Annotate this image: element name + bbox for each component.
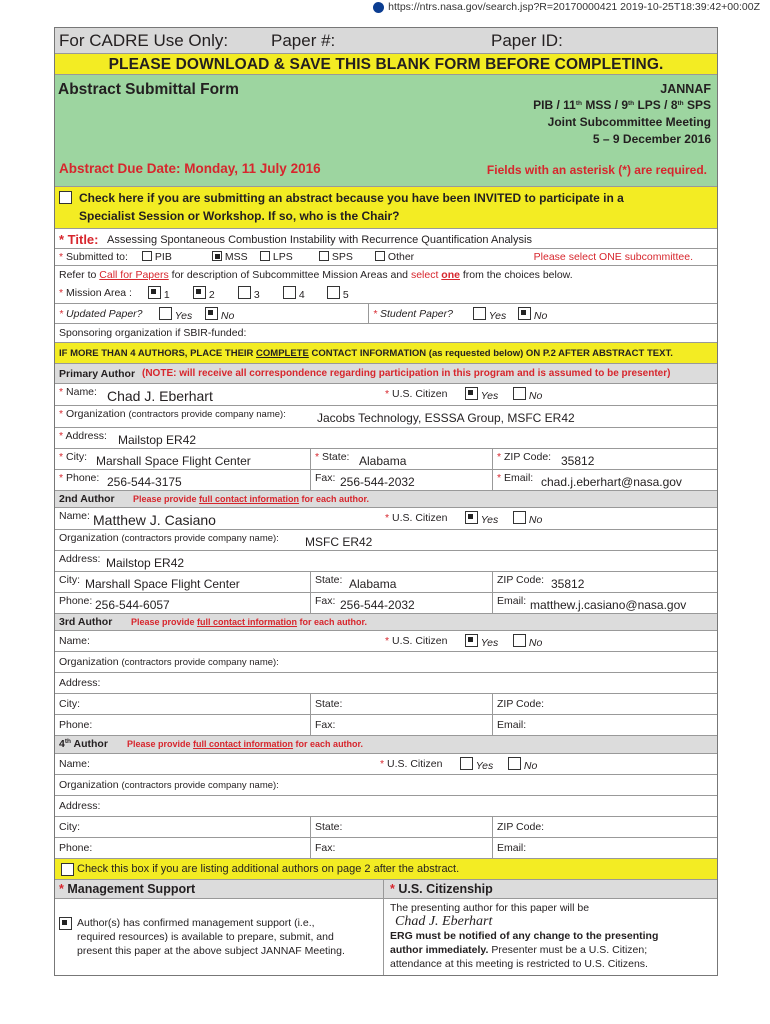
primary-author-header <box>55 364 717 384</box>
mss-checkbox[interactable] <box>212 251 222 261</box>
mission-4-label: 4 <box>298 289 305 301</box>
meeting-type: Joint Subcommittee Meeting <box>547 115 711 129</box>
primary-city-label: City: <box>66 451 88 463</box>
student-paper-label: Student Paper? <box>380 308 453 320</box>
primary-citizen-yes-label: Yes <box>480 390 499 402</box>
author4-address-label: Address: <box>59 800 101 812</box>
author2-citizen-yes-checkbox[interactable] <box>465 511 478 524</box>
author3-zip-label: ZIP Code: <box>497 698 545 710</box>
primary-address-label: Address: <box>65 430 107 442</box>
author2-address-value[interactable]: Mailstop ER42 <box>106 556 185 570</box>
author2-phone-label: Phone: <box>59 595 93 607</box>
primary-phone-row: * Phone: 256-544-3175 Fax: 256-544-2032 * Email: chad.j.eberhart@nasa.gov <box>55 470 717 491</box>
primary-author-heading: Primary Author <box>59 368 136 380</box>
primary-org-label: Organization <box>66 408 126 420</box>
sps-label: SPS <box>331 251 353 263</box>
refer-text: Refer to Call for Papers for description of Subcommittee Mission Areas and select one from the choices below. <box>59 269 573 281</box>
nasa-logo-icon <box>373 2 384 13</box>
author2-header <box>55 491 717 508</box>
author4-name-row: Name: * U.S. Citizen Yes No <box>55 754 717 775</box>
cadre-label: For CADRE Use Only: <box>59 31 229 50</box>
author3-phone-label: Phone: <box>59 719 93 731</box>
invited-row <box>55 187 717 229</box>
primary-email-value[interactable]: chad.j.eberhart@nasa.gov <box>541 475 682 489</box>
author2-state-value[interactable]: Alabama <box>349 577 397 591</box>
author4-state-label: State: <box>315 821 343 833</box>
pib-checkbox[interactable] <box>142 251 152 261</box>
lps-checkbox[interactable] <box>260 251 270 261</box>
sps-checkbox[interactable] <box>319 251 329 261</box>
meeting-dates: 5 – 9 December 2016 <box>592 132 711 146</box>
author3-email-label: Email: <box>497 719 527 731</box>
author2-org-label: Organization <box>59 532 119 544</box>
mission-area-row: Refer to Call for Papers for description of Subcommittee Mission Areas and select one from the choices below. * Mission Area : 1 2 3 4 5 <box>55 266 717 304</box>
primary-org-value[interactable]: Jacobs Technology, ESSSA Group, MSFC ER42 <box>317 411 575 425</box>
citizenship-line3b: Presenter must be a U.S. Citizen; <box>488 944 648 956</box>
management-line1: Author(s) has confirmed management support (i.e., <box>77 917 315 929</box>
author2-city-row <box>55 572 717 593</box>
four-authors-notice: IF MORE THAN 4 AUTHORS, PLACE THEIR COMPLETE CONTACT INFORMATION (as requested below) ON P.2 AFTER ABSTRACT TEXT. <box>55 343 717 364</box>
submitted-label: Submitted to: <box>66 251 128 263</box>
author4-org-row: Organization (contractors provide company name): <box>55 775 717 796</box>
author2-email-label: Email: <box>497 595 527 607</box>
author2-address-row <box>55 551 717 572</box>
mission-3-label: 3 <box>253 289 260 301</box>
sbir-label: Sponsoring organization if SBIR-funded: <box>59 327 247 339</box>
author3-citizen-no-label: No <box>528 637 543 649</box>
presenter-name[interactable]: Chad J. Eberhart <box>395 914 493 929</box>
primary-email-label: Email: <box>504 472 534 484</box>
updated-paper-label: Updated Paper? <box>66 308 143 320</box>
author4-citizen-label: U.S. Citizen <box>387 758 443 770</box>
updated-yes-checkbox[interactable] <box>159 307 172 320</box>
student-yes-checkbox[interactable] <box>473 307 486 320</box>
additional-authors-label: Check this box if you are listing additional authors on page 2 after the abstract. <box>77 863 460 875</box>
primary-phone-value[interactable]: 256-544-3175 <box>107 475 182 489</box>
support-citizenship-block: * Management Support * U.S. Citizenship Author(s) has confirmed management support (i.e., required resources) is available to prepare, submit, and present this paper at the above subject JANNAF Meeting. The presenting author for this paper will be Chad J. Eberhart ERG must be notified of any change to the presenting author immediately. Presenter must be a U.S. Citizen; attendance at this meeting is restricted to U.S. Citizens. <box>55 880 717 975</box>
abstract-form <box>54 27 718 976</box>
author4-heading: 4th Author <box>59 738 108 750</box>
mission-area-label: Mission Area : <box>66 287 132 299</box>
meeting-subcommittees: PIB / 11th MSS / 9th LPS / 8th SPS <box>533 98 711 112</box>
primary-citizen-no-label: No <box>528 390 543 402</box>
author2-fax-label: Fax: <box>315 595 336 607</box>
student-yes-label: Yes <box>488 310 507 322</box>
author3-org-row: Organization (contractors provide company name): <box>55 652 717 673</box>
author3-heading: 3rd Author <box>59 616 113 628</box>
author2-heading: 2nd Author <box>59 493 115 505</box>
author4-name-label: Name: <box>59 758 90 770</box>
management-support-checkbox[interactable] <box>59 917 72 930</box>
author2-state-label: State: <box>315 574 343 586</box>
student-no-checkbox[interactable] <box>518 307 531 320</box>
author3-phone-row <box>55 715 717 736</box>
management-line2: required resources) is available to prepare, submit, and <box>77 931 334 943</box>
author2-name-value[interactable]: Matthew J. Casiano <box>93 512 216 528</box>
author2-phone-value[interactable]: 256-544-6057 <box>95 598 170 612</box>
citizenship-heading: U.S. Citizenship <box>398 882 493 896</box>
stamp-text: https://ntrs.nasa.gov/search.jsp?R=20170000421 2019-10-25T18:39:42+00:00Z <box>388 1 760 13</box>
title-label: Title: <box>67 232 99 247</box>
paper-id-label: Paper ID: <box>491 31 563 50</box>
author3-name-row: Name: * U.S. Citizen Yes No <box>55 631 717 652</box>
mission-2-label: 2 <box>208 289 215 301</box>
other-checkbox[interactable] <box>375 251 385 261</box>
mission-1-label: 1 <box>163 289 170 301</box>
primary-citizen-no-checkbox[interactable] <box>513 387 526 400</box>
student-no-label: No <box>533 310 548 322</box>
author2-name-row: Name: Matthew J. Casiano * U.S. Citizen Yes No <box>55 508 717 530</box>
invited-line2: Specialist Session or Workshop. If so, who is the Chair? <box>79 209 400 223</box>
mission-3-checkbox[interactable] <box>238 286 251 299</box>
author3-name-label: Name: <box>59 635 90 647</box>
author3-citizen-label: U.S. Citizen <box>392 635 448 647</box>
primary-citizen-yes-checkbox[interactable] <box>465 387 478 400</box>
paper-number-label: Paper #: <box>271 31 336 50</box>
author2-citizen-no-checkbox[interactable] <box>513 511 526 524</box>
author2-email-value[interactable]: matthew.j.casiano@nasa.gov <box>530 598 687 612</box>
author2-address-label: Address: <box>59 553 101 565</box>
author4-phone-row <box>55 838 717 859</box>
citizenship-line4: attendance at this meeting is restricted to U.S. Citizens. <box>390 958 648 970</box>
author3-header <box>55 614 717 631</box>
author4-fax-label: Fax: <box>315 842 336 854</box>
author4-city-row <box>55 817 717 838</box>
sbir-row <box>55 324 717 343</box>
download-notice: PLEASE DOWNLOAD & SAVE THIS BLANK FORM BEFORE COMPLETING. <box>55 54 717 75</box>
due-date: Abstract Due Date: Monday, 11 July 2016 <box>59 161 321 176</box>
required-note: Fields with an asterisk (*) are required. <box>486 163 707 177</box>
primary-address-value[interactable]: Mailstop ER42 <box>118 433 197 447</box>
call-for-papers-link[interactable]: Call for Papers <box>99 269 169 281</box>
management-line3: present this paper at the above subject JANNAF Meeting. <box>77 945 345 957</box>
citizenship-line2: ERG must be notified of any change to the presenting <box>390 930 659 942</box>
author4-address-row <box>55 796 717 817</box>
author2-org-value[interactable]: MSFC ER42 <box>305 535 373 549</box>
author3-note: Please provide full contact information for each author. <box>131 617 368 627</box>
updated-yes-label: Yes <box>174 310 193 322</box>
ntrs-stamp <box>373 1 760 13</box>
cadre-header <box>55 28 717 54</box>
author3-citizen-no-checkbox[interactable] <box>513 634 526 647</box>
author2-org-row: Organization (contractors provide company name): MSFC ER42 <box>55 530 717 551</box>
citizenship-line1: The presenting author for this paper will be <box>390 902 590 914</box>
author4-phone-label: Phone: <box>59 842 93 854</box>
author3-address-label: Address: <box>59 677 101 689</box>
primary-address-row: * Address: Mailstop ER42 <box>55 428 717 449</box>
paper-status-row: * Updated Paper? Yes No * Student Paper? Yes No <box>55 304 717 324</box>
author3-city-row <box>55 694 717 715</box>
primary-name-value[interactable]: Chad J. Eberhart <box>107 388 213 404</box>
author2-city-label: City: <box>59 574 80 586</box>
author4-org-label: Organization <box>59 779 119 791</box>
author2-citizen-no-label: No <box>528 514 543 526</box>
primary-fax-label: Fax: <box>315 472 336 484</box>
select-one-note: Please select ONE subcommittee. <box>533 251 693 263</box>
form-title: Abstract Submittal Form <box>58 81 239 98</box>
author3-citizen-yes-label: Yes <box>480 637 499 649</box>
updated-no-label: No <box>220 310 235 322</box>
primary-state-label: State: <box>322 451 350 463</box>
mission-1-checkbox[interactable] <box>148 286 161 299</box>
author3-city-label: City: <box>59 698 80 710</box>
primary-city-row: * City: Marshall Space Flight Center * State: Alabama * ZIP Code: 35812 <box>55 449 717 470</box>
author2-name-label: Name: <box>59 510 90 522</box>
other-label: Other <box>387 251 415 263</box>
primary-name-label: Name: <box>66 386 97 398</box>
mission-5-checkbox[interactable] <box>327 286 340 299</box>
author4-email-label: Email: <box>497 842 527 854</box>
author4-citizen-yes-label: Yes <box>475 760 494 772</box>
author3-citizen-yes-checkbox[interactable] <box>465 634 478 647</box>
primary-city-value[interactable]: Marshall Space Flight Center <box>96 454 251 468</box>
mission-4-checkbox[interactable] <box>283 286 296 299</box>
author4-city-label: City: <box>59 821 80 833</box>
author2-phone-row <box>55 593 717 614</box>
primary-zip-label: ZIP Code: <box>504 451 552 463</box>
author2-note: Please provide full contact information for each author. <box>133 494 370 504</box>
primary-org-row: * Organization (contractors provide company name): Jacobs Technology, ESSSA Group, MSFC ER42 <box>55 406 717 428</box>
invited-checkbox[interactable] <box>59 191 72 204</box>
author2-citizen-yes-label: Yes <box>480 514 499 526</box>
additional-authors-row <box>55 859 717 880</box>
primary-fax-value[interactable]: 256-544-2032 <box>340 475 415 489</box>
updated-no-checkbox[interactable] <box>205 307 218 320</box>
author2-city-value[interactable]: Marshall Space Flight Center <box>85 577 240 591</box>
author4-header <box>55 736 717 754</box>
mission-5-label: 5 <box>342 289 349 301</box>
author2-citizen-label: U.S. Citizen <box>392 512 448 524</box>
author4-zip-label: ZIP Code: <box>497 821 545 833</box>
author2-fax-value[interactable]: 256-544-2032 <box>340 598 415 612</box>
management-heading: Management Support <box>67 882 196 896</box>
author4-citizen-no-checkbox[interactable] <box>508 757 521 770</box>
mss-label: MSS <box>224 251 248 263</box>
title-value[interactable]: Assessing Spontaneous Combustion Instability with Recurrence Quantification Analysis <box>107 234 532 246</box>
lps-label: LPS <box>272 251 293 263</box>
pib-label: PIB <box>154 251 172 263</box>
author4-note: Please provide full contact information for each author. <box>127 739 364 749</box>
primary-name-row: * Name: Chad J. Eberhart * U.S. Citizen Yes No <box>55 384 717 406</box>
author2-zip-label: ZIP Code: <box>497 574 545 586</box>
mission-2-checkbox[interactable] <box>193 286 206 299</box>
citizenship-line3a: author immediately. <box>390 944 489 956</box>
meeting-org: JANNAF <box>660 82 711 96</box>
submitted-row: * Submitted to: PIB MSS LPS SPS Other Please select ONE subcommittee. <box>55 249 717 266</box>
primary-citizen-label: U.S. Citizen <box>392 388 448 400</box>
author2-zip-value[interactable]: 35812 <box>551 577 585 591</box>
primary-zip-value[interactable]: 35812 <box>561 454 595 468</box>
invited-line1: Check here if you are submitting an abstract because you have been INVITED to participate in a <box>79 191 624 205</box>
primary-state-value[interactable]: Alabama <box>359 454 407 468</box>
author3-address-row <box>55 673 717 694</box>
meeting-block <box>55 75 717 187</box>
primary-phone-label: Phone: <box>66 472 100 484</box>
author4-citizen-no-label: No <box>523 760 538 772</box>
additional-authors-checkbox[interactable] <box>61 863 74 876</box>
author3-fax-label: Fax: <box>315 719 336 731</box>
primary-author-note: (NOTE: will receive all correspondence regarding participation in this program and is assumed to be presenter) <box>142 368 671 379</box>
title-row: * Title: Assessing Spontaneous Combustion Instability with Recurrence Quantification Analysis <box>55 229 717 249</box>
author3-state-label: State: <box>315 698 343 710</box>
author3-org-label: Organization <box>59 656 119 668</box>
author4-citizen-yes-checkbox[interactable] <box>460 757 473 770</box>
